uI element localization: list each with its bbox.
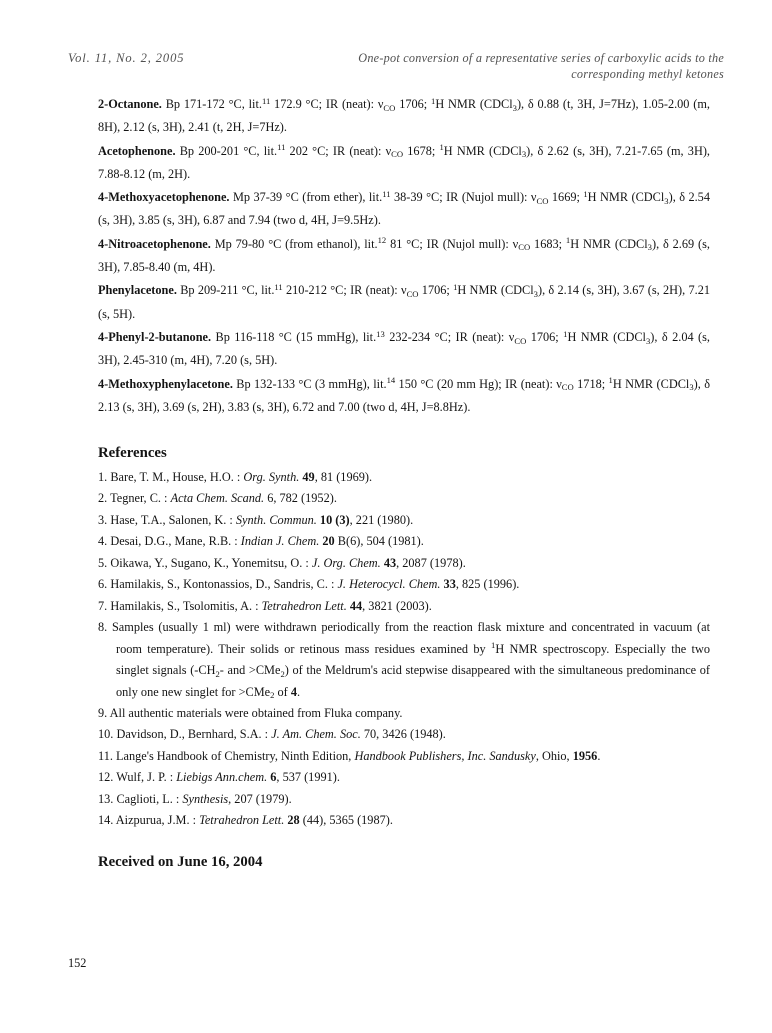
text-run: 1706; — [395, 97, 432, 111]
text-run: Tegner, C. : — [110, 491, 171, 506]
compound-name: 4-Methoxyacetophenone. — [98, 190, 230, 205]
compound-entry — [98, 279, 710, 326]
text-run: 1683; — [530, 236, 566, 251]
text-run: 6, 782 (1952). — [264, 491, 337, 506]
running-head-issue: Vol. 11, No. 2, 2005 — [68, 51, 185, 65]
text-run: Mp 37-39 °C (from ether), lit. — [232, 190, 383, 205]
bold-text: 43 — [383, 555, 397, 570]
italic-text: J. Heterocycl. Chem. — [337, 577, 444, 592]
subscript: CO — [518, 242, 531, 253]
italic-text: Indian J. Chem. — [240, 534, 323, 549]
italic-text: Synthesis — [182, 791, 229, 806]
text-run: Bp 171-172 °C, lit. — [165, 97, 262, 111]
subscript: CO — [536, 195, 549, 206]
text-run: - and >CMe — [219, 663, 281, 678]
reference-item — [98, 703, 710, 724]
reference-item — [98, 574, 710, 595]
text-run: ), δ 2.04 (s, 3H), 2.45-310 (m, 4H), 7.20 (s, 5H). — [98, 329, 710, 368]
running-head-title-line: One-pot conversion of a representative series of carboxylic acids to the — [358, 51, 724, 65]
text-run: Aizpurua, J.M. : — [115, 813, 200, 828]
reference-number: 3. — [98, 512, 108, 527]
subscript: 2 — [270, 690, 275, 701]
text-run: . — [297, 684, 301, 699]
text-run: , 221 (1980). — [349, 512, 414, 527]
text-run: , 2087 (1978). — [396, 555, 466, 570]
text-run: Caglioti, L. : — [116, 791, 183, 806]
page-number: 152 — [68, 956, 87, 970]
compound-entry — [98, 373, 710, 420]
reference-number: 2. — [98, 491, 108, 506]
text-run: 202 °C; IR (neat): ν — [285, 143, 392, 158]
italic-text: J. Am. Chem. Soc. — [271, 727, 361, 742]
text-run: H NMR (CDCl — [567, 329, 646, 344]
compound-list — [98, 93, 710, 419]
text-run: ), δ 2.54 (s, 3H), 3.85 (s, 3H), 6.87 and 7.94 (two d, 4H, J=9.5Hz). — [98, 190, 710, 228]
italic-text: Org. Synth. — [243, 470, 303, 484]
bold-text: 33 — [443, 577, 456, 592]
compound-entry — [98, 93, 710, 140]
text-run: Oikawa, Y., Sugano, K., Yonemitsu, O. : — [110, 555, 312, 570]
text-run: 70, 3426 (1948). — [360, 727, 446, 742]
text-run: ), δ 0.88 (t, 3H, J=7Hz), 1.05-2.00 (m, 8H), 2.12 (s, 3H), 2.41 (t, 2H, J=7Hz). — [98, 97, 710, 135]
compound-entry — [98, 186, 710, 233]
reference-item — [98, 789, 710, 810]
text-run: Bare, T. M., House, H.O. : — [110, 470, 244, 484]
text-run: Lange's Handbook of Chemistry, Ninth Edition, — [116, 748, 355, 763]
reference-list — [98, 467, 710, 832]
superscript: 12 — [377, 235, 387, 246]
subscript: 3 — [664, 195, 669, 206]
reference-number: 5. — [98, 555, 108, 570]
text-run: H NMR (CDCl — [457, 283, 534, 298]
compound-entry — [98, 326, 710, 373]
compound-name: Acetophenone. — [98, 143, 176, 158]
superscript: 14 — [386, 375, 396, 386]
text-run: ), δ 2.69 (s, 3H), 7.85-8.40 (m, 4H). — [98, 236, 710, 275]
text-run: ), δ 2.62 (s, 3H), 7.21-7.65 (m, 3H), 7.88-8.12 (m, 2H). — [98, 143, 710, 181]
reference-item — [98, 531, 710, 552]
subscript: 2 — [215, 668, 220, 679]
text-run: Samples (usually 1 ml) were withdrawn periodically from the reaction flask mixture and concentrated in vacuum (at room temperature). Their solids or retinous mass residues examined by — [111, 620, 710, 656]
bold-text: 4 — [290, 684, 298, 699]
italic-text: Tetrahedron Lett. — [261, 598, 350, 613]
bold-text: 1956 — [572, 748, 598, 763]
reference-number: 4. — [98, 534, 108, 549]
subscript: CO — [391, 149, 404, 160]
superscript: 1 — [583, 188, 588, 199]
text-run: Mp 79-80 °C (from ethanol), lit. — [214, 236, 378, 251]
subscript: 3 — [645, 335, 651, 346]
text-run: 1718; — [573, 376, 609, 391]
superscript: 1 — [565, 235, 571, 246]
superscript: 1 — [431, 95, 436, 106]
compound-name: Phenylacetone. — [98, 283, 177, 298]
superscript: 11 — [274, 282, 283, 293]
text-run: 1669; — [548, 190, 584, 205]
text-run: H NMR spectroscopy. Especially the two singlet signals (-CH — [116, 641, 710, 678]
text-run: 232-234 °C; IR (neat): ν — [384, 329, 515, 344]
reference-number: 10. — [98, 727, 114, 742]
text-run: Bp 132-133 °C (3 mmHg), lit. — [236, 376, 387, 391]
subscript: 3 — [647, 242, 652, 253]
text-run: , 537 (1991). — [276, 770, 340, 785]
reference-number: 14. — [98, 813, 114, 828]
text-run: 38-39 °C; IR (Nujol mull): ν — [390, 190, 537, 205]
subscript: CO — [514, 335, 527, 346]
bold-text: 28 — [287, 813, 300, 828]
text-run: ), δ 2.13 (s, 3H), 3.69 (s, 2H), 3.83 (s, 3H), 6.72 and 7.00 (two d, 4H, J=8.8Hz). — [98, 376, 710, 414]
text-run: H NMR (CDCl — [570, 236, 648, 251]
subscript: CO — [383, 102, 396, 113]
reference-number: 9. — [98, 705, 108, 720]
compound-entry — [98, 140, 710, 187]
subscript: CO — [561, 382, 574, 393]
subscript: 2 — [280, 668, 285, 679]
text-run: 172.9 °C; IR (neat): ν — [270, 97, 384, 111]
text-run: B(6), 504 (1981). — [334, 534, 424, 549]
superscript: 11 — [382, 188, 391, 199]
reference-item — [98, 510, 710, 531]
bold-text: 10 (3) — [319, 512, 350, 527]
reference-item — [98, 724, 710, 745]
subscript: 3 — [521, 149, 527, 160]
text-run: 81 °C; IR (Nujol mull): ν — [386, 236, 519, 251]
reference-item — [98, 767, 710, 788]
compound-name: 4-Methoxyphenylacetone. — [98, 376, 233, 391]
references-heading: References — [98, 445, 167, 461]
superscript: 13 — [376, 328, 385, 339]
italic-text: Liebigs Ann.chem. — [176, 770, 271, 785]
compound-name: 2-Octanone. — [98, 97, 162, 111]
text-run: Wulf, J. P. : — [116, 770, 177, 785]
text-run: Bp 209-211 °C, lit. — [180, 283, 275, 298]
running-head-title-line: corresponding methyl ketones — [571, 67, 724, 81]
text-run: of — [274, 684, 291, 699]
text-run: 210-212 °C; IR (neat): ν — [282, 283, 407, 298]
reference-item — [98, 617, 710, 703]
subscript: 3 — [689, 382, 694, 393]
bold-text: 49 — [302, 470, 315, 484]
reference-number: 1. — [98, 470, 108, 484]
subscript: 3 — [512, 102, 517, 113]
text-run: Desai, D.G., Mane, R.B. : — [110, 534, 241, 549]
text-run: Hamilakis, S., Tsolomitis, A. : — [110, 598, 262, 613]
bold-text: 20 — [322, 534, 335, 549]
reference-number: 12. — [98, 770, 114, 785]
italic-text: J. Org. Chem. — [311, 555, 384, 570]
reference-number: 7. — [98, 598, 108, 613]
text-run: H NMR (CDCl — [443, 143, 522, 158]
italic-text: Synth. Commun. — [235, 512, 320, 527]
text-run: H NMR (CDCl — [435, 97, 513, 111]
received-date: Received on June 16, 2004 — [98, 854, 263, 870]
reference-item — [98, 467, 710, 488]
superscript: 1 — [608, 375, 613, 386]
reference-number: 8. — [98, 620, 108, 635]
text-run: ) of the Meldrum's acid stepwise disappeared with the simultaneous predominance of only one new singlet for >CMe — [116, 663, 711, 699]
text-run: 1706; — [526, 329, 564, 344]
text-run: 150 °C (20 mm Hg); IR (neat): ν — [395, 376, 562, 391]
text-run: H NMR (CDCl — [587, 190, 665, 205]
reference-item — [98, 488, 710, 509]
subscript: 3 — [533, 288, 538, 299]
italic-text: Handbook Publishers, Inc. Sandusky — [354, 748, 536, 763]
subscript: CO — [406, 288, 419, 299]
reference-item — [98, 746, 710, 767]
text-run: , 3821 (2003). — [362, 598, 432, 613]
bold-text: 44 — [349, 598, 363, 613]
italic-text: Acta Chem. Scand. — [170, 491, 265, 506]
reference-number: 11. — [98, 748, 113, 763]
text-run: Hamilakis, S., Kontonassios, D., Sandris, C. : — [110, 577, 338, 592]
text-run: ), δ 2.14 (s, 3H), 3.67 (s, 2H), 7.21 (s, 5H). — [98, 283, 710, 321]
text-run: , 825 (1996). — [455, 577, 520, 592]
running-head-title — [358, 50, 724, 82]
superscript: 1 — [439, 142, 444, 153]
reference-number: 6. — [98, 577, 108, 592]
text-run: . — [597, 748, 601, 763]
superscript: 1 — [453, 282, 458, 293]
superscript: 1 — [491, 640, 496, 651]
text-run: 1678; — [403, 143, 440, 158]
compound-entry — [98, 233, 710, 280]
reference-number: 13. — [98, 791, 114, 806]
reference-item — [98, 810, 710, 831]
text-run: 1706; — [418, 283, 454, 298]
text-run: , 81 (1969). — [314, 470, 373, 484]
italic-text: Tetrahedron Lett. — [199, 813, 288, 828]
compound-name: 4-Nitroacetophenone. — [98, 236, 211, 251]
text-run: Davidson, D., Bernhard, S.A. : — [116, 727, 272, 742]
reference-item — [98, 553, 710, 574]
text-run: All authentic materials were obtained from Fluka company. — [109, 705, 403, 720]
superscript: 11 — [277, 142, 286, 153]
reference-item — [98, 596, 710, 617]
text-run: Bp 116-118 °C (15 mmHg), lit. — [215, 329, 377, 344]
text-run: Hase, T.A., Salonen, K. : — [110, 512, 236, 527]
superscript: 11 — [261, 95, 271, 106]
text-run: , Ohio, — [535, 748, 573, 763]
text-run: (44), 5365 (1987). — [299, 813, 393, 828]
superscript: 1 — [563, 328, 568, 339]
text-run: Bp 200-201 °C, lit. — [179, 143, 278, 158]
compound-name: 4-Phenyl-2-butanone. — [98, 329, 212, 344]
text-run: , 207 (1979). — [228, 791, 292, 806]
bold-text: 6 — [270, 770, 277, 785]
text-run: H NMR (CDCl — [612, 376, 690, 391]
